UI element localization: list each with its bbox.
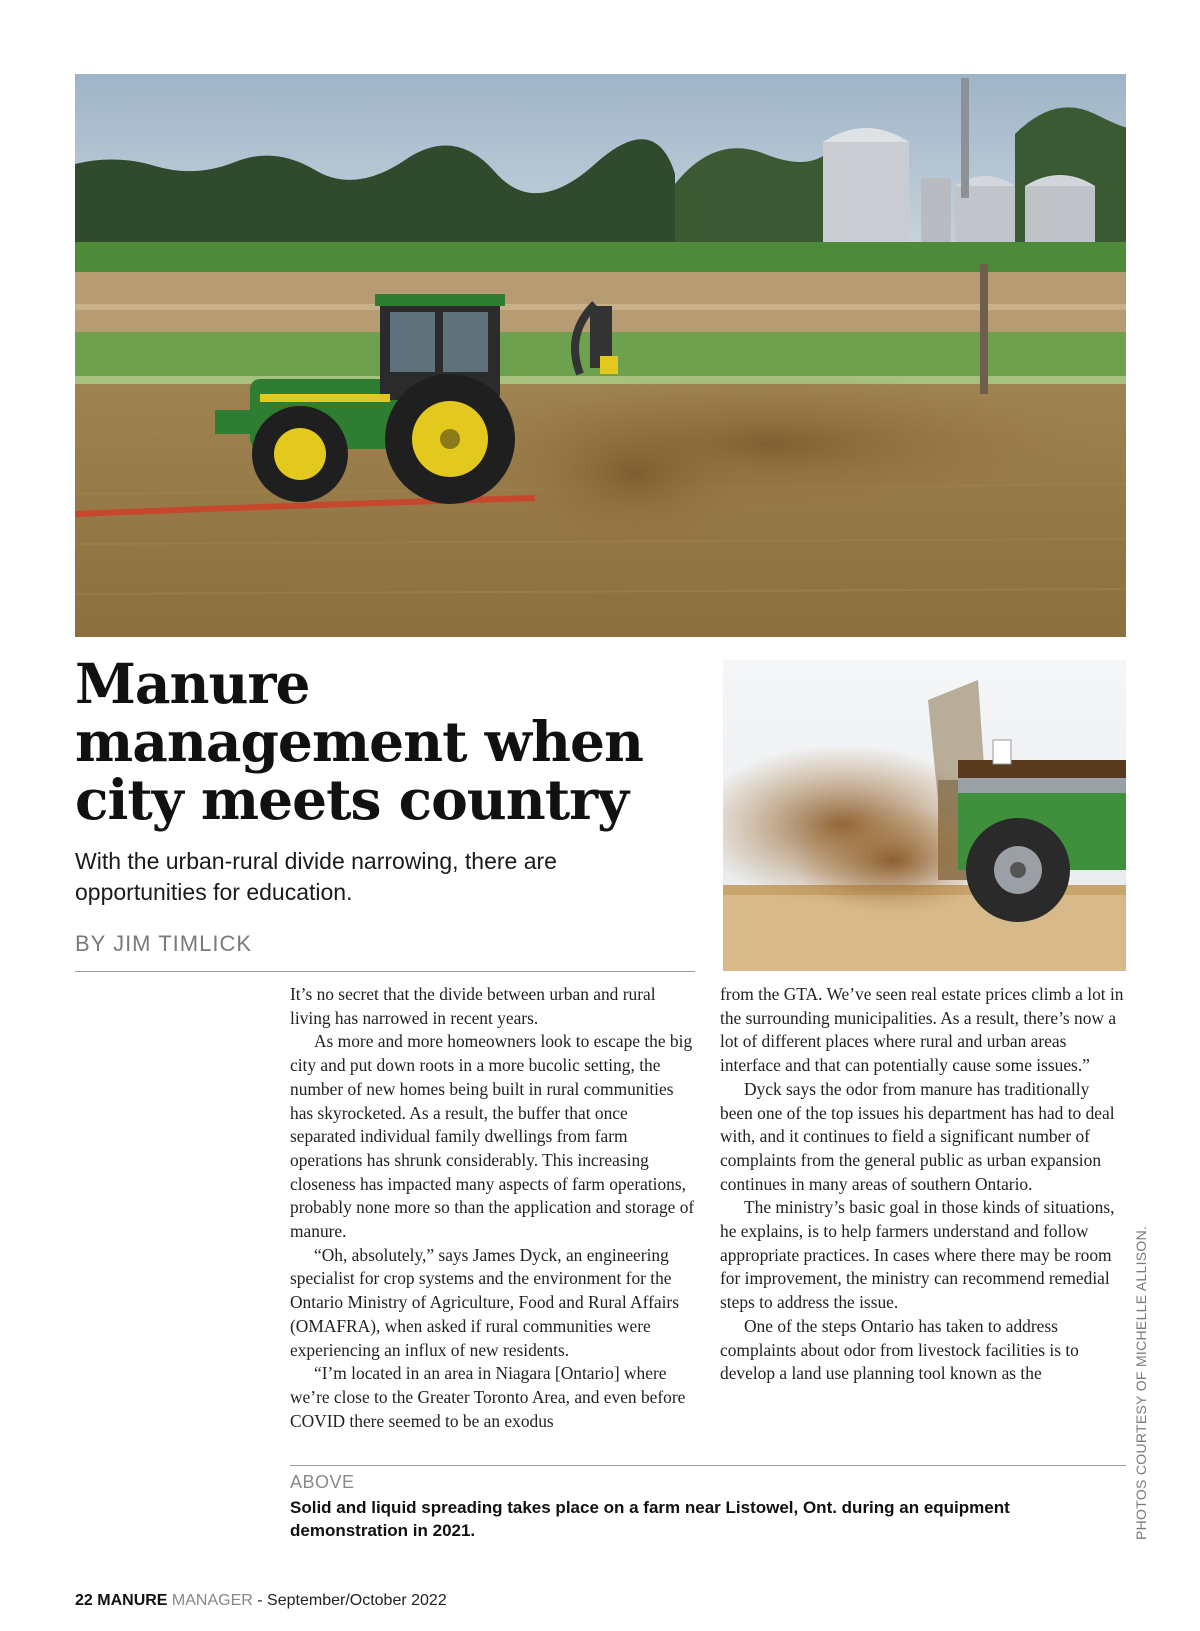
body-paragraph: from the GTA. We’ve seen real estate prices climb a lot in the surrounding municipalities. As a result, there’s now a lot of different places where rural and urban areas interface and that can potentially cause some issues.”: [720, 984, 1124, 1076]
body-paragraph: As more and more homeowners look to escape the big city and put down roots in a more bucolic setting, the number of new homes being built in rural communities has skyrocketed. As a result, the buffer that once separated individual family dwellings from farm operations has shrunk considerably. This increasing closeness has impacted many aspects of farm operations, probably none more so than the application and storage of manure.: [290, 1031, 695, 1242]
body-column-left: [290, 983, 695, 1433]
caption-text: Solid and liquid spreading takes place on a farm near Listowel, Ont. during an equipment demonstration in 2021.: [290, 1498, 1010, 1540]
spreader-photo: [723, 660, 1126, 971]
photo-credit: PHOTOS COURTESY OF MICHELLE ALLISON.: [1133, 1225, 1149, 1540]
body-column-right: [720, 983, 1126, 1386]
body-paragraph: The ministry’s basic goal in those kinds of situations, he explains, is to help farmers understand and follow appropriate practices. In cases where there may be room for improvement, the ministry can recommend remedial steps to address the issue.: [720, 1197, 1115, 1313]
tractor-spreading-image: [75, 74, 1126, 637]
caption-divider: [290, 1465, 1126, 1466]
caption-label: ABOVE: [290, 1472, 355, 1492]
issue-date: - September/October 2022: [257, 1592, 447, 1609]
byline: BY JIM TIMLICK: [75, 931, 253, 956]
hero-photo: [75, 74, 1126, 637]
page-number: 22: [75, 1592, 93, 1609]
byline-divider: [75, 971, 695, 972]
body-paragraph: “Oh, absolutely,” says James Dyck, an engineering specialist for crop systems and the environment for the Ontario Ministry of Agriculture, Food and Rural Affairs (OMAFRA), when asked if rural communities were experiencing an influx of new residents.: [290, 1244, 679, 1360]
body-paragraph: It’s no secret that the divide between urban and rural living has narrowed in recent years.: [290, 984, 656, 1028]
magazine-name-light: MANAGER: [171, 1592, 253, 1609]
body-paragraph: One of the steps Ontario has taken to address complaints about odor from livestock facilities is to develop a land use planning tool known as the: [720, 1315, 1079, 1384]
body-paragraph: Dyck says the odor from manure has traditionally been one of the top issues his department has had to deal with, and it continues to field a significant number of complaints from the general public as urban expansion continues in many areas of southern Ontario.: [720, 1078, 1115, 1194]
article-title: Manure management when city meets country: [75, 651, 643, 832]
magazine-name-bold: MANURE: [97, 1592, 168, 1609]
body-paragraph: “I’m located in an area in Niagara [Ontario] where we’re close to the Greater Toronto Area, and even before COVID there seemed to be an exodus: [290, 1363, 686, 1431]
article-dek: With the urban-rural divide narrowing, there are opportunities for education.: [75, 848, 557, 905]
page-footer: [75, 1592, 447, 1610]
manure-spreader-image: [723, 660, 1126, 971]
